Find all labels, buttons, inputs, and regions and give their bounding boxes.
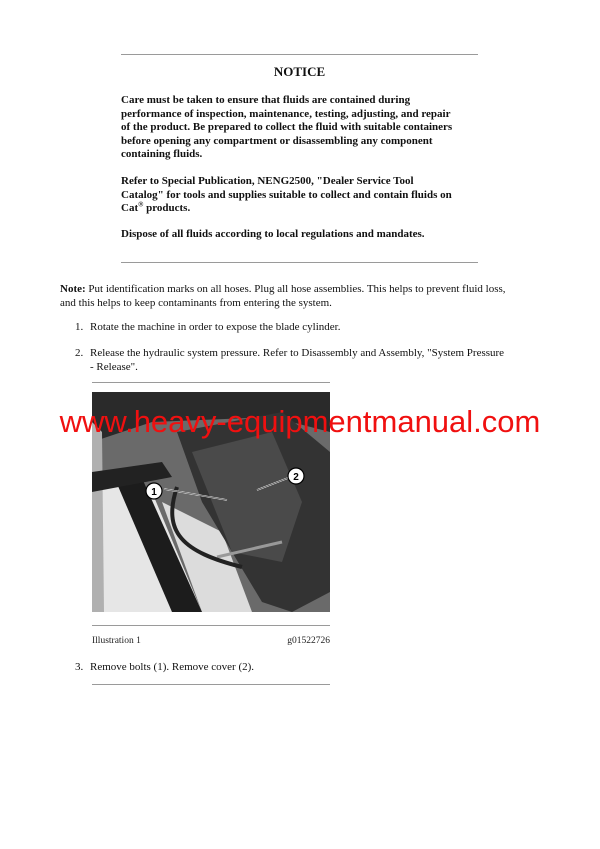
note-paragraph [60,283,506,311]
notice-line [121,202,452,216]
notice-line: Dispose of all fluids according to local regulations and mandates. [121,228,425,240]
cat-word: Cat [121,202,139,215]
note-text: Put identification marks on all hoses. Plug all hose assemblies. This helps to prevent fluid loss, [85,283,506,295]
step-text-line: - Release". [90,360,138,373]
svg-text:1: 1 [151,487,157,498]
watermark: www.heavy-equipmentmanual.com [59,404,541,439]
notice-line: Care must be taken to ensure that fluids are contained during [121,94,411,106]
svg-text:2: 2 [293,472,299,483]
step-number: 3. [75,661,84,673]
registered-mark: ® [138,200,144,209]
products-text: products. [143,202,191,215]
note-text-2: and this helps to keep contaminants from entering the system. [60,296,332,309]
notice-line: of the product. Be prepared to collect the fluid with suitable containers [121,121,453,134]
notice-line: Catalog" for tools and supplies suitable to collect and contain fluids on [121,188,452,201]
notice-paragraph-2 [121,175,452,216]
illustration-id: g01522726 [287,636,330,646]
callout-2 [288,468,304,484]
step-number: 2. [75,347,84,359]
illustration-label: Illustration 1 [92,636,141,646]
notice-line: Refer to Special Publication, NENG2500, "Dealer Service Tool [121,175,414,187]
notice-title: NOTICE [273,64,326,79]
callout-1 [146,483,162,499]
notice-line: before opening any compartment or disassembling any component [121,134,433,147]
step-text-line: Release the hydraulic system pressure. Refer to Disassembly and Assembly, "System Pressure [90,347,505,359]
step-text: Rotate the machine in order to expose the blade cylinder. [90,321,341,333]
notice-line: performance of inspection, maintenance, testing, adjusting, and repair [121,107,451,120]
step-text: Remove bolts (1). Remove cover (2). [90,661,255,673]
step-text [90,347,504,375]
notice-paragraph-1 [121,94,452,162]
illustration-bottom-rule [92,625,330,626]
notice-bottom-rule [121,262,478,263]
note-label: Note: [60,283,86,295]
step-number: 1. [75,321,84,333]
illustration-top-rule [92,382,330,383]
step-3-rule [92,684,330,685]
notice-top-rule [121,54,478,55]
notice-line: containing fluids. [121,148,203,161]
notice-paragraph-3 [121,228,425,242]
